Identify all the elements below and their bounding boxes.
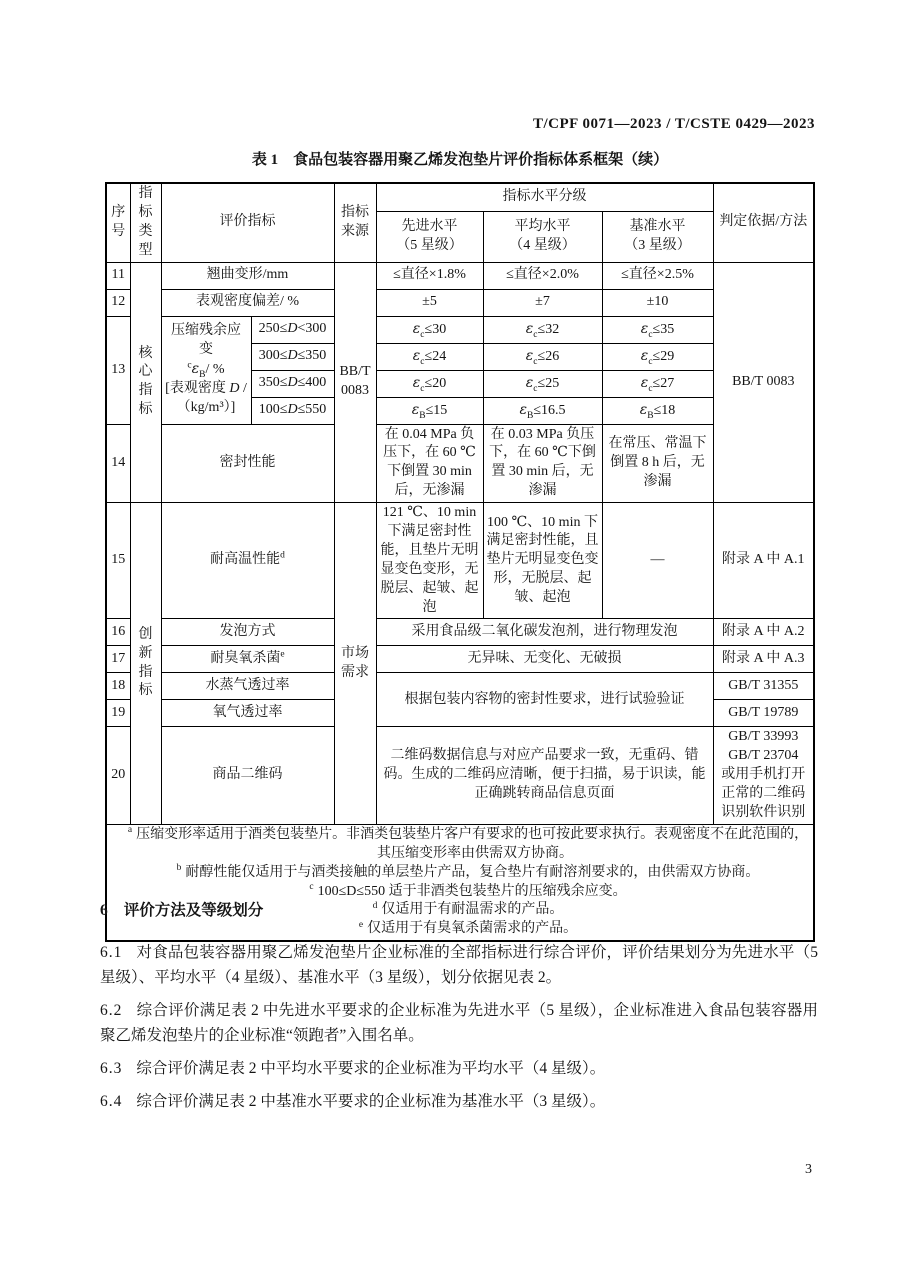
cell-r11-baseline: ≤直径×2.5% (602, 262, 713, 289)
indicator-label: 耐高温性能 (210, 552, 281, 568)
footnote-marker: e (358, 919, 364, 930)
value: ≤27 (652, 375, 675, 391)
clause-text: 对食品包装容器用聚乙烯发泡垫片企业标准的全部指标进行综合评价，评价结果划分为先进水平（5 星级）、平均水平（4 星级）、基准水平（3 星级），划分依据见表 2。 (100, 944, 818, 986)
cell-r17-no: 17 (106, 646, 130, 673)
level-baseline-stars: （3 星级） (624, 237, 691, 253)
cell-type-core: 核心指标 (130, 262, 161, 503)
cell-r13c-baseline (602, 370, 713, 397)
section-title: 评价方法及等级划分 (123, 902, 264, 919)
r13-label-line4: （kg/m³）] (176, 399, 236, 415)
cell-r12-advanced: ±5 (376, 289, 483, 316)
header-col-type: 指标类型 (130, 183, 161, 262)
cell-r13c-average (483, 370, 602, 397)
footnote-ref-e: e (280, 649, 285, 660)
cell-r20-requirement: 二维码数据信息与对应产品要求一致，无重码、错码。生成的二维码应清晰，便于扫描，易于识读，能正确跳转商品信息页面 (376, 727, 713, 824)
cell-r13a-advanced (376, 316, 483, 343)
clause-text: 综合评价满足表 2 中基准水平要求的企业标准为基准水平（3 星级）。 (136, 1093, 606, 1110)
section-6 (100, 898, 818, 1122)
footnote-marker: b (176, 863, 182, 874)
value: ≤30 (424, 321, 447, 337)
cell-type-innovation: 创新指标 (130, 503, 161, 825)
table-row-18 (106, 673, 814, 700)
cell-r13d-advanced (376, 397, 483, 424)
density-symbol: D (287, 375, 298, 391)
epsilon-symbol: ε (640, 374, 649, 391)
cell-r12-baseline: ±10 (602, 289, 713, 316)
header-col-source: 指标来源 (334, 183, 376, 262)
section-number: 6 (100, 902, 108, 919)
header-col-no: 序号 (106, 183, 130, 262)
cell-r18-indicator: 水蒸气透过率 (161, 673, 334, 700)
footnote-text: 100≤D≤550 适于非酒类包装垫片的压缩残余应变。 (317, 883, 627, 899)
value: ≤32 (537, 321, 560, 337)
level-average-stars: （4 星级） (509, 237, 576, 253)
range-pre: 100≤ (258, 402, 288, 418)
cell-r14-indicator: 密封性能 (161, 424, 334, 503)
cell-r17-requirement: 无异味、无变化、无破损 (376, 646, 713, 673)
cell-r15-indicator (161, 503, 334, 619)
value: ≤20 (424, 375, 447, 391)
cell-r11-advanced: ≤直径×1.8% (376, 262, 483, 289)
epsilon-symbol: ε (191, 361, 200, 378)
value: ≤15 (425, 402, 448, 418)
density-symbol: D (229, 381, 240, 396)
epsilon-subscript: B (526, 410, 534, 421)
value: ≤29 (652, 348, 675, 364)
cell-r14-advanced: 在 0.04 MPa 负压下，在 60 ℃下倒置 30 min 后，无渗漏 (376, 424, 483, 503)
cell-r14-average: 在 0.03 MPa 负压下，在 60 ℃下倒置 30 min 后，无渗漏 (483, 424, 602, 503)
clause-6-1 (100, 940, 818, 990)
density-symbol: D (287, 402, 298, 418)
cell-r15-baseline: — (602, 503, 713, 619)
clause-text: 综合评价满足表 2 中先进水平要求的企业标准为先进水平（5 星级），企业标准进入食品包装容器用聚乙烯发泡垫片的企业标准“领跑者”入围名单。 (100, 1002, 818, 1044)
cell-r11-average: ≤直径×2.0% (483, 262, 602, 289)
epsilon-subscript: c (648, 329, 653, 340)
footnote-marker: d (372, 900, 378, 911)
cell-r16-indicator: 发泡方式 (161, 619, 334, 646)
range-pre: 300≤ (258, 348, 288, 364)
table-title: 表 1 食品包装容器用聚乙烯发泡垫片评价指标体系框架（续） (251, 152, 669, 168)
cell-r20-basis (713, 727, 814, 824)
cell-r19-no: 19 (106, 700, 130, 727)
cell-r13a-baseline (602, 316, 713, 343)
epsilon-subscript: B (199, 369, 206, 380)
clause-6-3 (100, 1056, 818, 1081)
epsilon-subscript: c (420, 356, 425, 367)
table-container (105, 148, 815, 942)
footnote-text: 仅适用于有臭氧杀菌需求的产品。 (367, 921, 578, 937)
table-row-15 (106, 503, 814, 619)
epsilon-subscript: c (648, 383, 653, 394)
cell-r20-no: 20 (106, 727, 130, 824)
cell-r18-basis: GB/T 31355 (713, 673, 814, 700)
cell-r13c-range (251, 370, 334, 397)
clause-number: 6.2 (100, 1002, 123, 1019)
cell-r15-basis: 附录 A 中 A.1 (713, 503, 814, 619)
level-advanced-stars: （5 星级） (396, 237, 463, 253)
cell-r19-indicator: 氧气透过率 (161, 700, 334, 727)
table-row-12 (106, 289, 814, 316)
epsilon-symbol: ε (640, 347, 649, 364)
header-level-advanced (376, 211, 483, 262)
cell-r20-indicator: 商品二维码 (161, 727, 334, 824)
cell-r13b-average (483, 343, 602, 370)
range-post: <300 (297, 321, 327, 337)
evaluation-table (105, 182, 815, 942)
cell-r13-no: 13 (106, 316, 130, 424)
epsilon-subscript: B (647, 410, 654, 421)
cell-r14-no: 14 (106, 424, 130, 503)
cell-r11-indicator: 翘曲变形/mm (161, 262, 334, 289)
header-col-levels: 指标水平分级 (376, 183, 713, 211)
cell-r15-advanced: 121 ℃、10 min 下满足密封性能，且垫片无明显变色变形，无脱层、起皱、起泡 (376, 503, 483, 619)
cell-r12-average: ±7 (483, 289, 602, 316)
cell-r13d-baseline (602, 397, 713, 424)
cell-r12-no: 12 (106, 289, 130, 316)
clause-6-2 (100, 998, 818, 1048)
cell-r17-basis: 附录 A 中 A.3 (713, 646, 814, 673)
footnote-text: 压缩变形率适用于酒类包装垫片。非酒类包装垫片客户有要求的也可按此要求执行。表观密度不在此范围的，其压缩变形率由供需双方协商。 (136, 826, 809, 861)
cell-r19-basis: GB/T 19789 (713, 700, 814, 727)
cell-r18-r19-requirement: 根据包装内容物的密封性要求，进行试验验证 (376, 673, 713, 727)
range-pre: 250≤ (258, 321, 288, 337)
cell-r17-indicator (161, 646, 334, 673)
epsilon-subscript: B (419, 410, 426, 421)
r13-label-unit: / % (205, 362, 225, 378)
cell-r13d-range (251, 397, 334, 424)
table-row-13a (106, 316, 814, 343)
epsilon-symbol: ε (412, 320, 421, 337)
epsilon-symbol: ε (412, 347, 421, 364)
epsilon-subscript: c (420, 329, 425, 340)
footnote-text: 耐醇性能仅适用于与酒类接触的单层垫片产品，复合垫片有耐溶剂要求的，由供需双方协商。 (185, 864, 760, 880)
cell-r18-no: 18 (106, 673, 130, 700)
epsilon-symbol: ε (639, 401, 648, 418)
level-baseline-title: 基准水平 (629, 218, 686, 234)
r13-label-line3 (165, 380, 248, 399)
range-post: ≤400 (297, 375, 327, 391)
density-symbol: D (287, 321, 298, 337)
cell-r14-baseline: 在常压、常温下倒置 8 h 后，无渗漏 (602, 424, 713, 503)
value: ≤18 (653, 402, 676, 418)
basis-standard-2: GB/T 23704 (728, 748, 799, 764)
footnote-marker: a (127, 825, 133, 836)
cell-r13b-baseline (602, 343, 713, 370)
epsilon-symbol: ε (525, 374, 534, 391)
clause-text: 综合评价满足表 2 中平均水平要求的企业标准为平均水平（4 星级）。 (136, 1060, 606, 1077)
epsilon-symbol: ε (412, 374, 421, 391)
section-heading (100, 898, 818, 920)
basis-note: 或用手机打开正常的二维码识别软件识别 (721, 767, 806, 821)
clause-number: 6.3 (100, 1060, 123, 1077)
indicator-label: 耐臭氧杀菌 (210, 651, 281, 667)
cell-r13c-advanced (376, 370, 483, 397)
r13-density-pre: [表观密度 (165, 381, 230, 396)
cell-r13a-average (483, 316, 602, 343)
header-col-basis: 判定依据/方法 (713, 183, 814, 262)
range-post: ≤550 (297, 402, 327, 418)
epsilon-subscript: c (533, 356, 538, 367)
epsilon-symbol: ε (525, 320, 534, 337)
table-row-16 (106, 619, 814, 646)
table-row-17 (106, 646, 814, 673)
cell-r13-indicator (161, 316, 251, 424)
footnote-ref-c: c (187, 360, 192, 371)
cell-r15-no: 15 (106, 503, 130, 619)
epsilon-subscript: c (533, 383, 538, 394)
range-post: ≤350 (297, 348, 327, 364)
cell-r11-no: 11 (106, 262, 130, 289)
epsilon-symbol: ε (640, 320, 649, 337)
level-advanced-title: 先进水平 (401, 218, 458, 234)
cell-r15-average: 100 ℃、10 min 下满足密封性能，且垫片无明显变色变形，无脱层、起皱、起泡 (483, 503, 602, 619)
header-level-average (483, 211, 602, 262)
value: ≤25 (537, 375, 560, 391)
cell-r13b-advanced (376, 343, 483, 370)
cell-r16-no: 16 (106, 619, 130, 646)
basis-standard-1: GB/T 33993 (728, 729, 799, 745)
doc-reference: T/CPF 0071—2023 / T/CSTE 0429—2023 (532, 116, 815, 132)
footnote-item-a (110, 826, 810, 864)
epsilon-subscript: c (533, 329, 538, 340)
epsilon-subscript: c (648, 356, 653, 367)
clause-number: 6.1 (100, 944, 123, 961)
cell-r13a-range (251, 316, 334, 343)
epsilon-symbol: ε (519, 401, 527, 418)
range-pre: 350≤ (258, 375, 288, 391)
value: ≤16.5 (533, 402, 566, 418)
footnote-item-b (110, 864, 810, 883)
value: ≤26 (537, 348, 560, 364)
footnote-text: 仅适用于有耐温需求的产品。 (381, 902, 564, 918)
cell-r16-requirement: 采用食品级二氧化碳发泡剂，进行物理发泡 (376, 619, 713, 646)
page-number: 3 (805, 1162, 812, 1177)
cell-r13b-range (251, 343, 334, 370)
cell-source-core: BB/T 0083 (334, 262, 376, 503)
header-row-1 (106, 183, 814, 211)
cell-basis-core: BB/T 0083 (713, 262, 814, 503)
footnote-ref-d: d (280, 550, 285, 561)
cell-r16-basis: 附录 A 中 A.2 (713, 619, 814, 646)
value: ≤24 (424, 348, 447, 364)
epsilon-symbol: ε (525, 347, 534, 364)
header-level-baseline (602, 211, 713, 262)
value: ≤35 (652, 321, 675, 337)
clause-number: 6.4 (100, 1093, 123, 1110)
header-col-indicator: 评价指标 (161, 183, 334, 262)
epsilon-subscript: c (420, 383, 425, 394)
cell-source-market: 市场需求 (334, 503, 376, 825)
r13-density-post: / (239, 381, 247, 396)
cell-r12-indicator: 表观密度偏差/ % (161, 289, 334, 316)
cell-r13d-average (483, 397, 602, 424)
table-row-14 (106, 424, 814, 503)
clause-6-4 (100, 1089, 818, 1114)
table-row-20 (106, 727, 814, 824)
table-row-11 (106, 262, 814, 289)
density-symbol: D (287, 348, 298, 364)
r13-label-line1: 压缩残余应变 (171, 323, 241, 358)
r13-label-line2 (165, 360, 248, 380)
epsilon-symbol: ε (411, 401, 420, 418)
footnote-marker: c (309, 881, 314, 892)
level-average-title: 平均水平 (514, 218, 571, 234)
